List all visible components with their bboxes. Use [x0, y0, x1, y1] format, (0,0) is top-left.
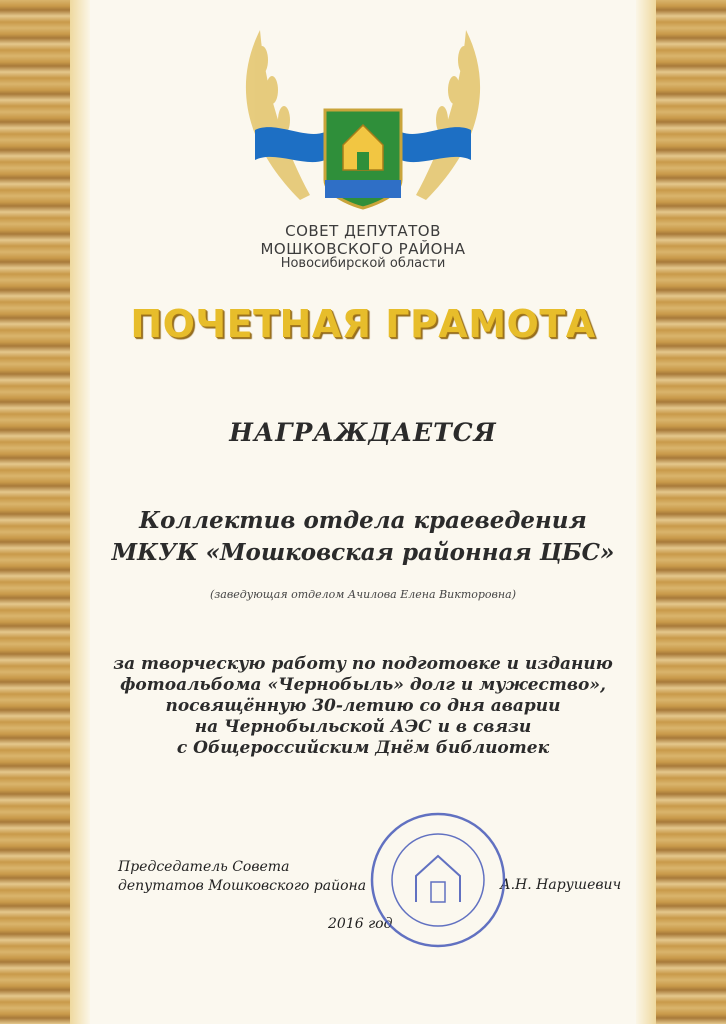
reason-line: с Общероссийским Днём библиотек: [176, 738, 550, 758]
certificate-title: ПОЧЕТНАЯ ГРАМОТА: [130, 302, 596, 346]
position-line1: Председатель Совета: [118, 859, 290, 875]
district-coat-of-arms-icon: [235, 70, 491, 210]
recipient-line1: Коллектив отдела краеведения: [139, 507, 587, 534]
signatory-position: [118, 858, 366, 896]
reason-line: посвящённую 30-летию со дня аварии: [165, 696, 561, 716]
awarded-heading: НАГРАЖДАЕТСЯ: [229, 418, 497, 447]
organization-line1: СОВЕТ ДЕПУТАТОВ: [285, 222, 441, 240]
reason-line: на Чернобыльской АЭС и в связи: [194, 717, 532, 737]
organization-name: [90, 222, 636, 258]
recipient: [90, 505, 636, 569]
reason-line: фотоальбома «Чернобыль» долг и мужество»,: [120, 675, 606, 695]
position-line2: депутатов Мошковского района: [118, 878, 367, 894]
organization-line2: МОШКОВСКОГО РАЙОНА: [260, 240, 466, 258]
recipient-note: (заведующая отделом Ачилова Елена Викторовна): [209, 588, 517, 601]
organization-region: Новосибирской области: [280, 256, 446, 271]
signatory-name: А.Н. Нарушевич: [500, 877, 622, 893]
recipient-line2: МКУК «Мошковская районная ЦБС»: [111, 539, 615, 566]
award-reason: [90, 654, 636, 759]
reason-line: за творческую работу по подготовке и изданию: [113, 654, 613, 674]
certificate-year: 2016 год: [328, 916, 393, 932]
official-stamp-icon: [368, 810, 508, 950]
